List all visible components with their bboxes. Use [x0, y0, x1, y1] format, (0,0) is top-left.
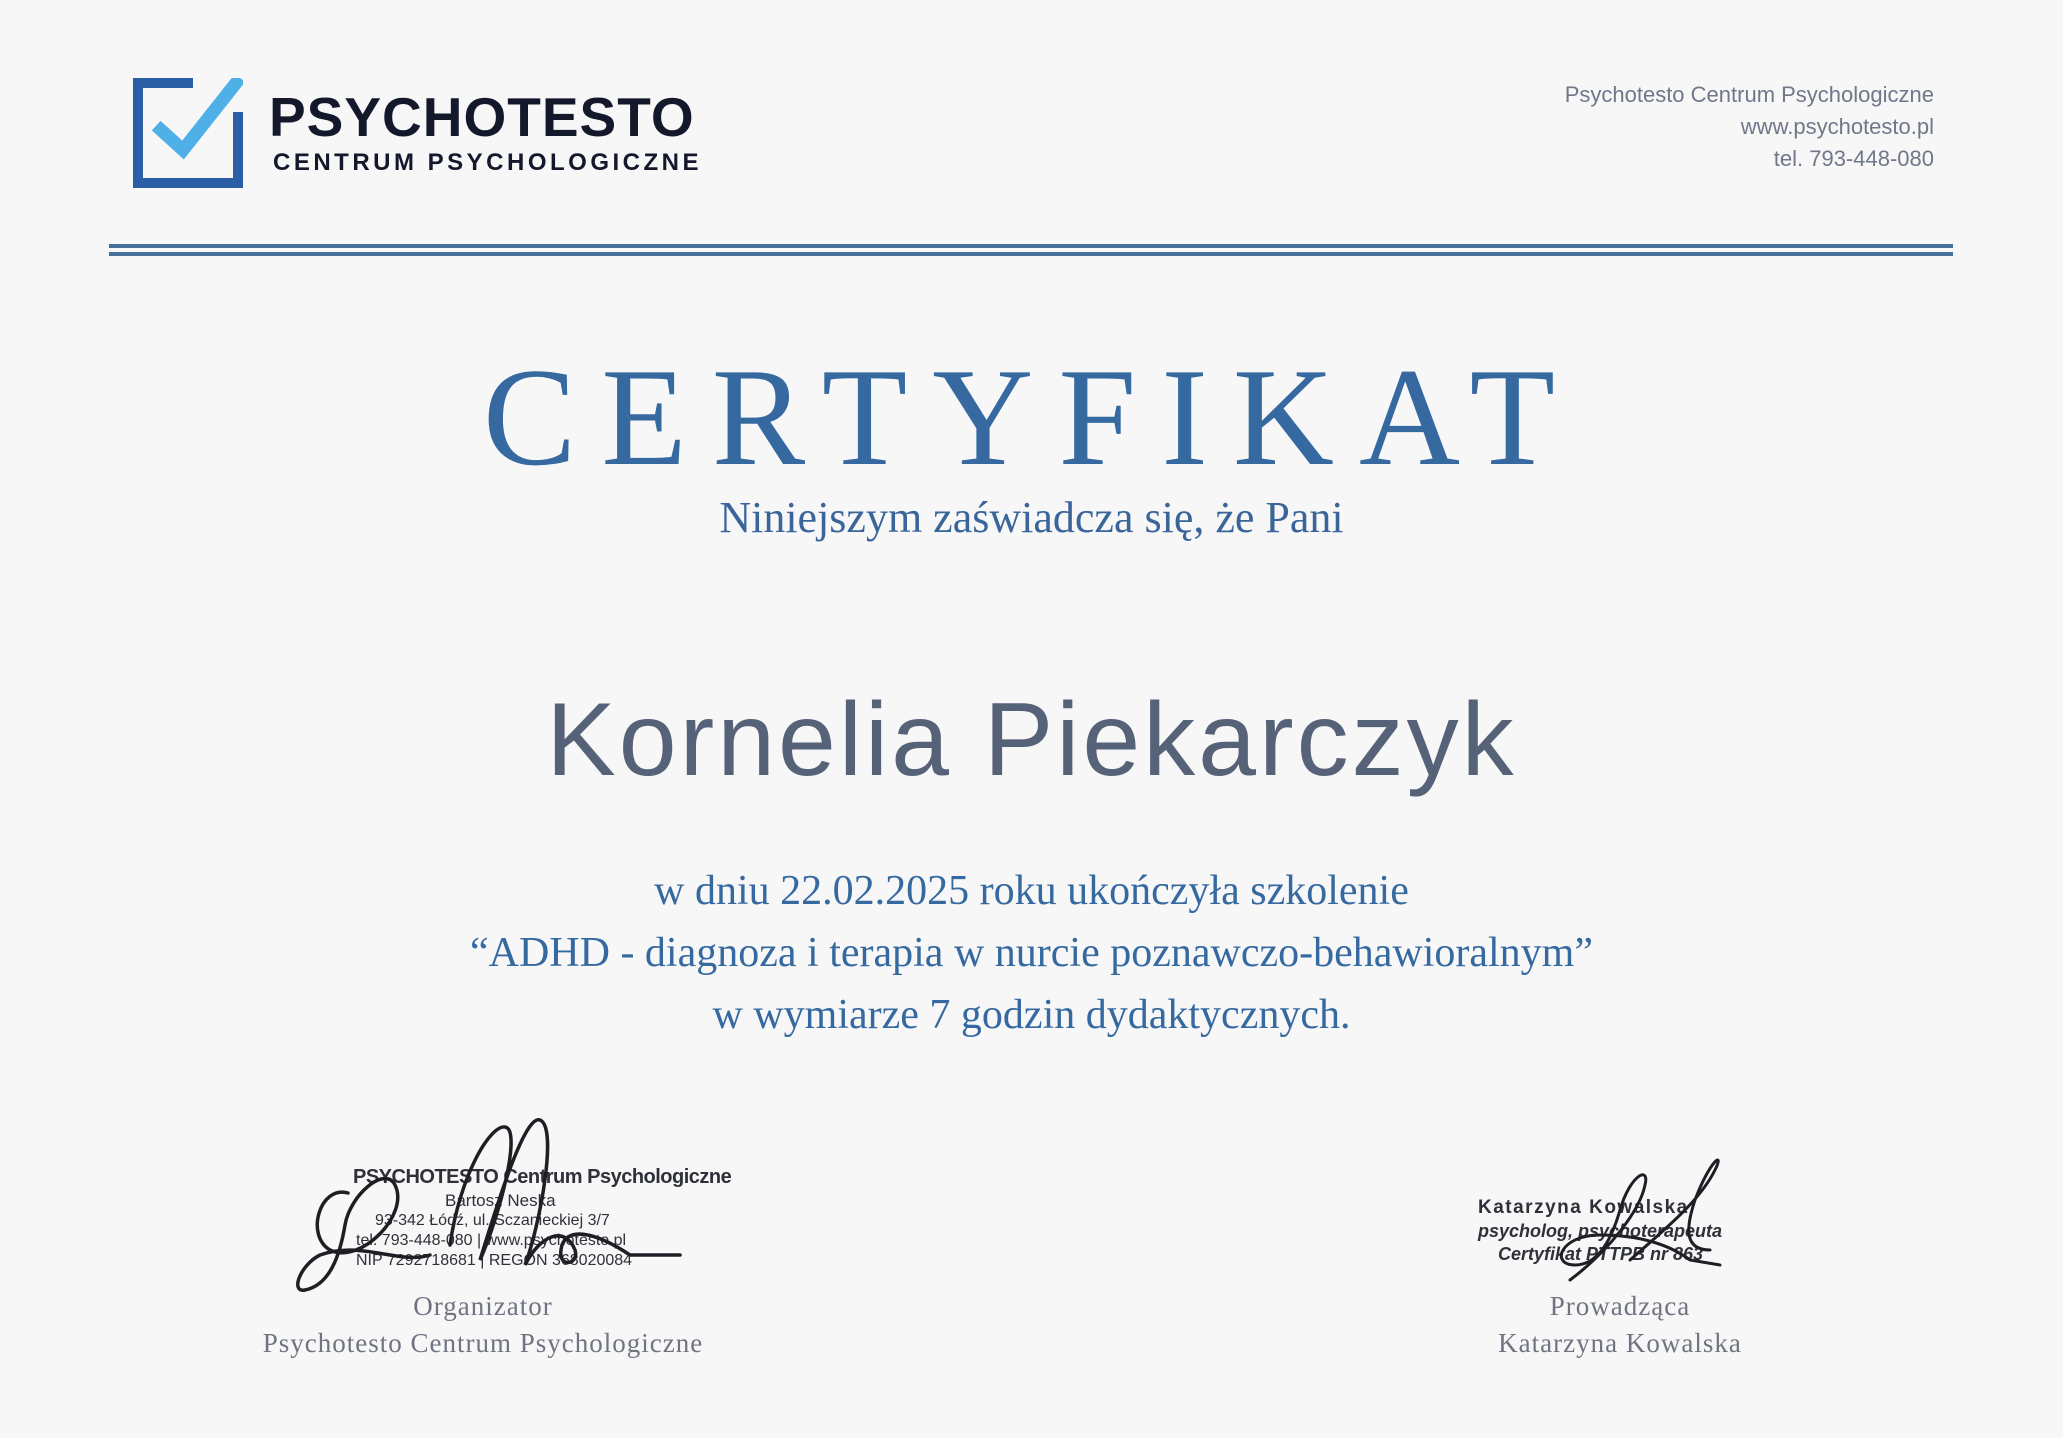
- stamp-instr-line-2: psycholog, psychoterapeuta: [1478, 1221, 1723, 1241]
- brand-subtitle: CENTRUM PSYCHOLOGICZNE: [273, 149, 703, 176]
- body-line-hours: w wymiarze 7 godzin dydaktycznych.: [712, 992, 1351, 1038]
- certificate-body: [0, 860, 2063, 1046]
- divider-bottom: [109, 252, 1953, 256]
- contact-block: [1565, 79, 1934, 175]
- stamp-org-line-2: Bartosz Neska: [445, 1191, 556, 1210]
- instructor-stamp: [1470, 1140, 1770, 1300]
- contact-org: Psychotesto Centrum Psychologiczne: [1564, 82, 1934, 107]
- brand-name: PSYCHOTESTO: [269, 86, 695, 148]
- body-line-date: w dniu 22.02.2025 roku ukończyła szkolenie: [654, 868, 1409, 914]
- organizer-signature: [300, 1115, 700, 1315]
- instructor-signature: [1470, 1140, 1770, 1300]
- stamp-org-line-3: 93-342 Łódź, ul. Sczanieckiej 3/7: [375, 1212, 610, 1229]
- recipient-name: Kornelia Piekarczyk: [546, 682, 1517, 798]
- contact-phone: tel. 793-448-080: [1773, 146, 1934, 171]
- stamp-instr-line-3: Certyfikat PTTPB nr 863: [1498, 1244, 1704, 1264]
- stamp-org-line-4: tel. 793-448-080 | www.psychotesto.pl: [356, 1232, 627, 1249]
- divider-top: [109, 244, 1953, 248]
- body-line-course: “ADHD - diagnoza i terapia w nurcie poznawczo-behawioralnym”: [469, 930, 1593, 976]
- stamp-instr-line-1: Katarzyna Kowalska: [1478, 1197, 1689, 1218]
- instructor-role: Prowadząca: [1549, 1291, 1691, 1321]
- certificate-title: CERTYFIKAT: [482, 340, 1581, 495]
- certificate-intro: Niniejszym zaświadcza się, że Pani: [719, 493, 1344, 542]
- organizer-stamp: [300, 1115, 732, 1315]
- organizer-name: Psychotesto Centrum Psychologiczne: [262, 1328, 704, 1358]
- instructor-caption: [1420, 1288, 1820, 1362]
- stamp-org-line-5: NIP 7292718681 | REGON 368020084: [356, 1252, 633, 1269]
- logo: [133, 78, 703, 188]
- organizer-role: Organizator: [413, 1291, 553, 1321]
- stamp-org-line-1: PSYCHOTESTO Centrum Psychologiczne: [353, 1166, 732, 1188]
- organizer-caption: [183, 1288, 783, 1362]
- instructor-name: Katarzyna Kowalska: [1498, 1328, 1742, 1358]
- checkbox-logo-icon: [133, 78, 243, 188]
- contact-website: www.psychotesto.pl: [1740, 114, 1934, 139]
